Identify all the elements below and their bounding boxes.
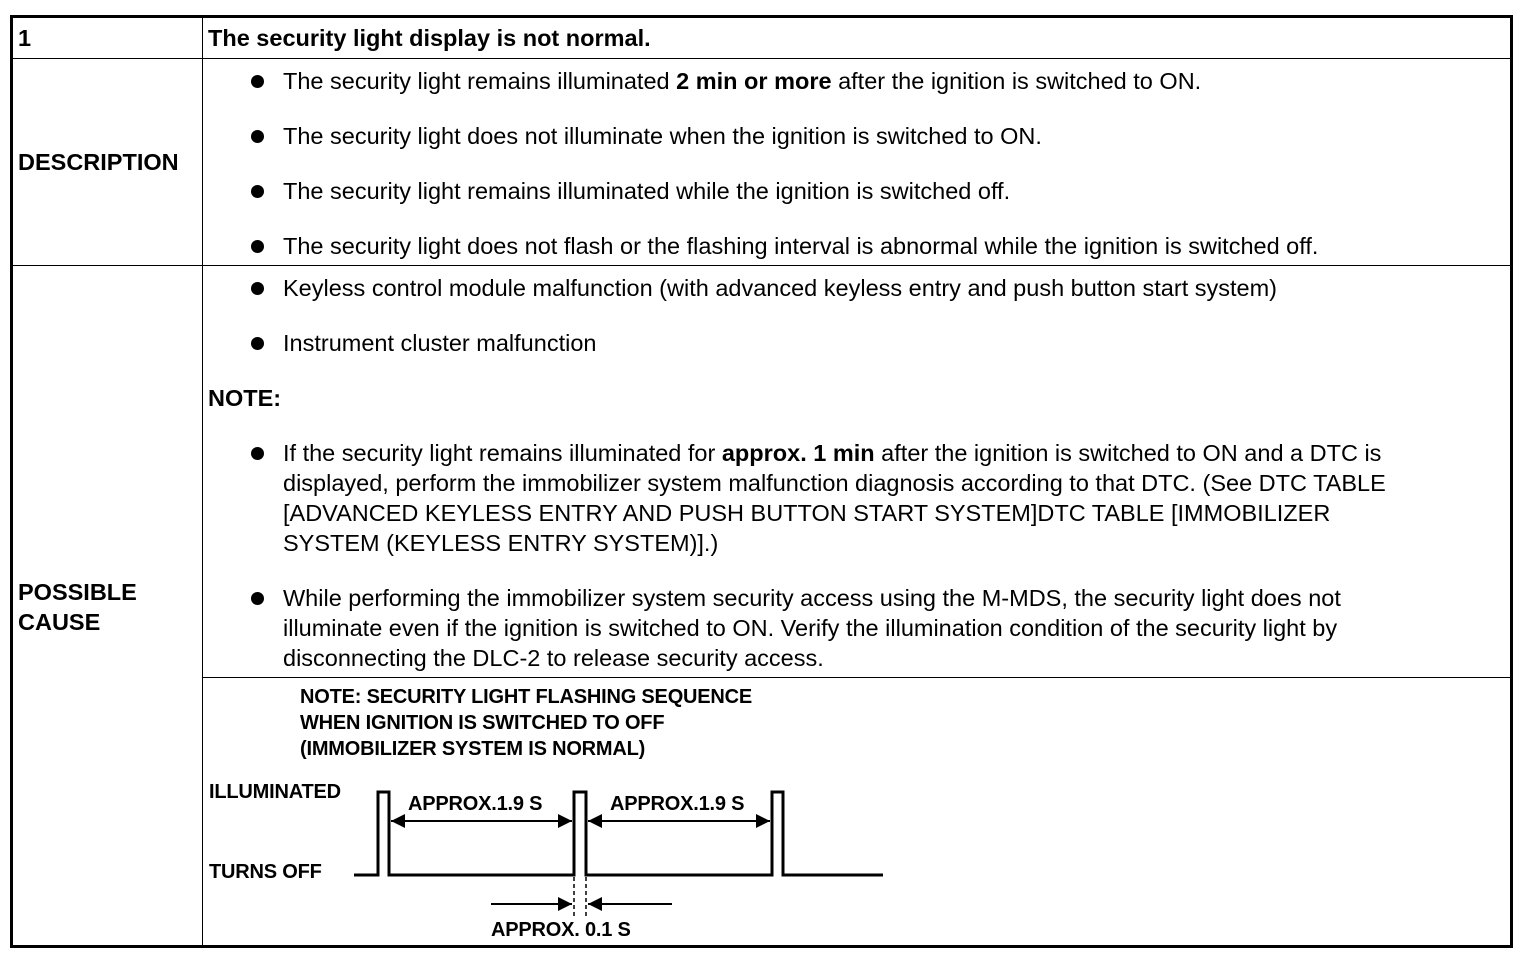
note-item-line: displayed, perform the immobilizer system malfunction diagnosis according to that DTC. (See DTC TABLE: [283, 470, 1386, 496]
description-item: [283, 66, 1201, 96]
description-label: DESCRIPTION: [18, 149, 179, 175]
diagram-title: WHEN IGNITION IS SWITCHED TO OFF: [300, 712, 665, 734]
note-item-line: [ADVANCED KEYLESS ENTRY AND PUSH BUTTON START SYSTEM]DTC TABLE [IMMOBILIZER: [283, 500, 1331, 526]
possible-cause-label: POSSIBLE: [18, 579, 137, 605]
interval-label: APPROX.1.9 S: [610, 793, 745, 815]
level-label-off: TURNS OFF: [209, 861, 322, 883]
step-title: The security light display is not normal.: [208, 25, 651, 51]
step-number: 1: [18, 25, 32, 51]
diagram-title: (IMMOBILIZER SYSTEM IS NORMAL): [300, 738, 646, 760]
note-item-line: While performing the immobilizer system security access using the M-MDS, the security light does not: [283, 585, 1341, 611]
description-item: The security light does not flash or the flashing interval is abnormal while the ignition is switched off.: [283, 233, 1319, 259]
note-item-line: disconnecting the DLC-2 to release security access.: [283, 645, 824, 671]
row-divider-description: [12, 265, 1511, 266]
note-label: NOTE:: [208, 385, 282, 411]
bullet-icon: [251, 447, 264, 460]
interval-label: APPROX.1.9 S: [408, 793, 543, 815]
note-item-line: SYSTEM (KEYLESS ENTRY SYSTEM)].): [283, 530, 719, 556]
diagram-title: NOTE: SECURITY LIGHT FLASHING SEQUENCE: [300, 686, 753, 708]
description-item-text: after the ignition is switched to ON.: [831, 68, 1202, 94]
description-item-text: The security light remains illuminated: [283, 68, 677, 94]
bullet-icon: [251, 282, 264, 295]
column-divider: [202, 17, 203, 946]
bullet-icon: [251, 240, 264, 253]
note-item: [283, 438, 1381, 468]
possible-cause-label: CAUSE: [18, 609, 101, 635]
cause-item: Instrument cluster malfunction: [283, 330, 597, 356]
row-divider-header: [12, 58, 1511, 59]
level-label-illuminated: ILLUMINATED: [209, 781, 341, 803]
note-item-text: If the security light remains illuminated for: [283, 440, 722, 466]
row-divider-diagram: [202, 677, 1511, 678]
note-item-text: after the ignition is switched to ON and a DTC is: [874, 440, 1382, 466]
bullet-icon: [251, 592, 264, 605]
cause-item: Keyless control module malfunction (with advanced keyless entry and push button start system): [283, 275, 1278, 301]
description-item: The security light remains illuminated while the ignition is switched off.: [283, 178, 1011, 204]
bullet-icon: [251, 75, 264, 88]
bullet-icon: [251, 337, 264, 350]
pulse-width-label: APPROX. 0.1 S: [491, 919, 631, 941]
bullet-icon: [251, 185, 264, 198]
description-item: The security light does not illuminate when the ignition is switched to ON.: [283, 123, 1042, 149]
note-item-line: illuminate even if the ignition is switched to ON. Verify the illumination condition of the security light by: [283, 615, 1338, 641]
description-item-emphasis: 2 min or more: [676, 68, 832, 94]
note-item-emphasis: approx. 1 min: [721, 440, 875, 466]
bullet-icon: [251, 130, 264, 143]
